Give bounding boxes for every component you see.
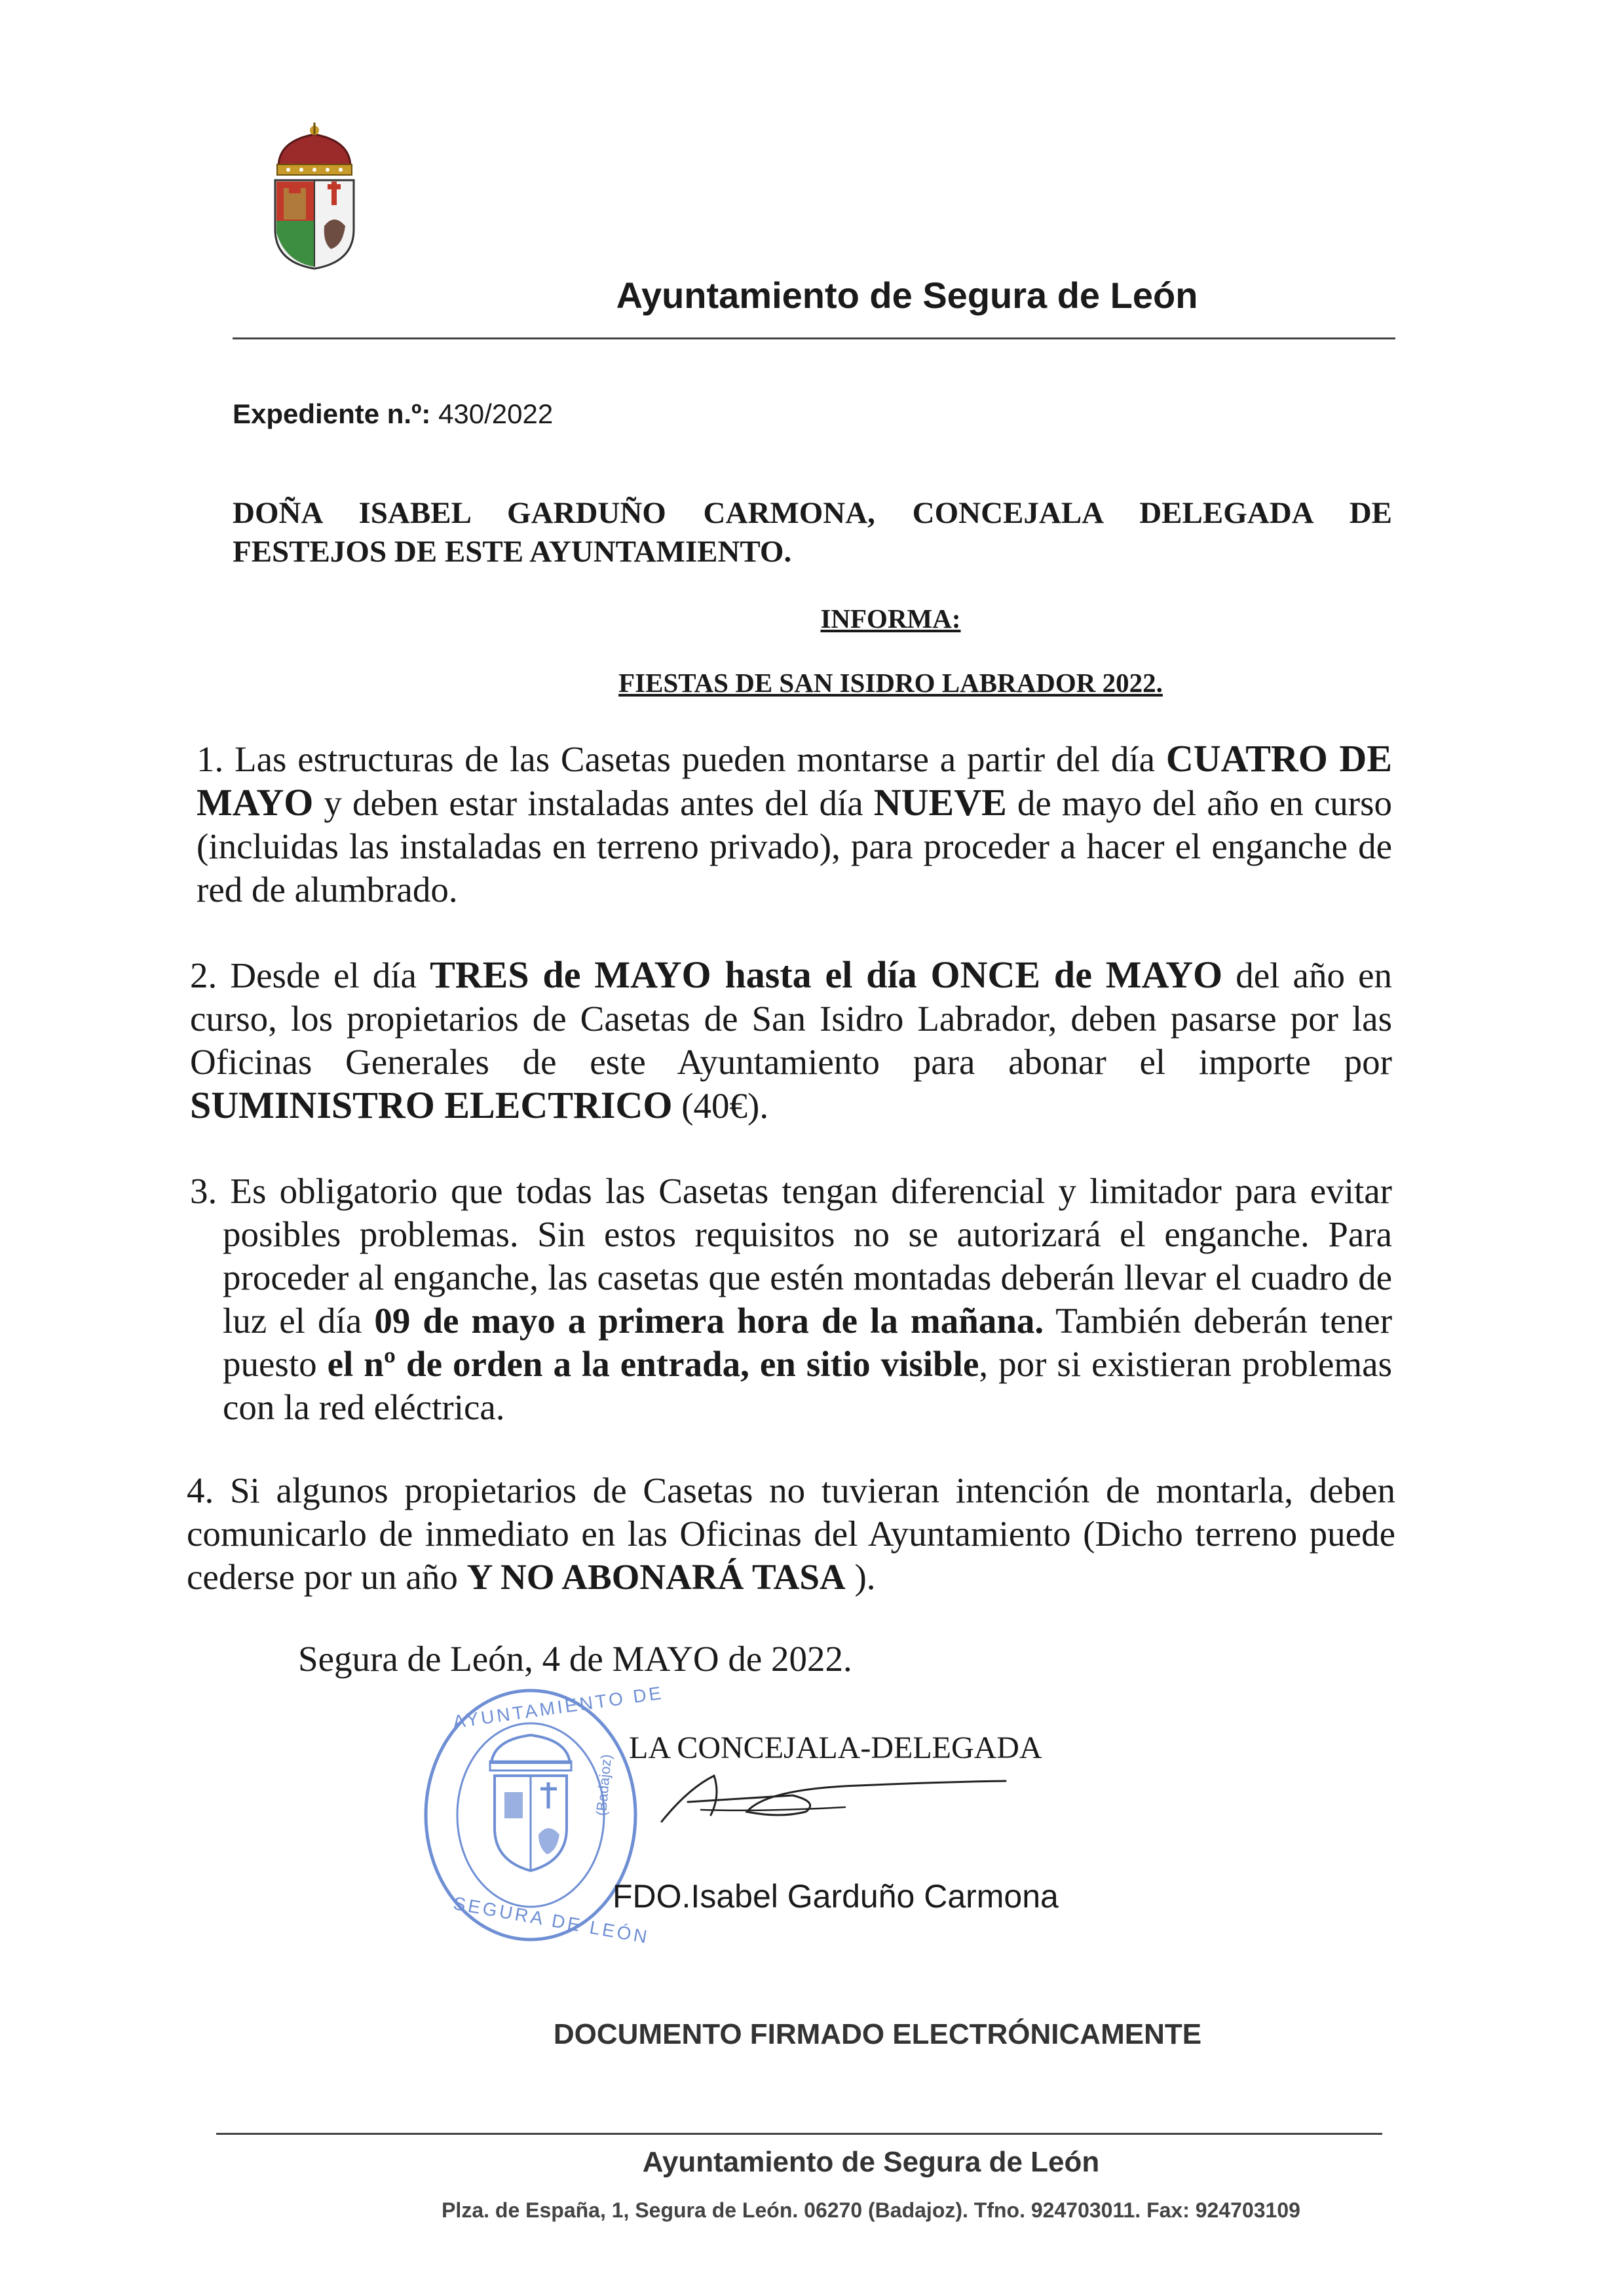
header-divider: [233, 337, 1395, 339]
item-emphasis: el nº de orden a la entrada, en sitio visible: [327, 1344, 979, 1384]
item-emphasis: Y NO ABONARÁ TASA: [466, 1557, 846, 1597]
list-item: [187, 1469, 1395, 1599]
signer-role: LA CONCEJALA-DELEGADA: [629, 1731, 1042, 1765]
list-item: [190, 953, 1392, 1128]
electronic-signature-notice: DOCUMENTO FIRMADO ELECTRÓNICAMENTE: [553, 2018, 1202, 2050]
seal-ring-top: AYUNTAMIENTO DE: [451, 1682, 665, 1732]
event-heading: FIESTAS DE SAN ISIDRO LABRADOR 2022.: [618, 668, 1163, 698]
item-emphasis: 09 de mayo a primera hora de la mañana.: [374, 1301, 1044, 1341]
addressee-line-1: DOÑA ISABEL GARDUÑO CARMONA, CONCEJALA DELEGADA DE: [233, 496, 1392, 530]
page-title: Ayuntamiento de Segura de León: [616, 275, 1198, 316]
footer-title: Ayuntamiento de Segura de León: [642, 2146, 1100, 2178]
item-text: del año en curso, los propietarios de Casetas de San Isidro Labrador, deben pasarse por las Oficinas Generales de este Ayuntamiento para abonar el importe por: [190, 955, 1393, 1082]
item-text: También deberán tener puesto: [223, 1301, 1393, 1384]
signer-name: FDO.Isabel Garduño Carmona: [613, 1878, 1059, 1915]
item-text: 3. Es obligatorio que todas las Casetas tengan diferencial y limitador para evitar posibles problemas. Sin estos requisitos no se autorizará el enganche. Para proceder al enganche, las casetas que estén montadas deberán llevar el cuadro de luz el día: [190, 1171, 1392, 1341]
seal-ring-bottom: SEGURA DE LEÓN: [451, 1892, 651, 1948]
footer-address: Plza. de España, 1, Segura de León. 06270 (Badajoz). Tfno. 924703011. Fax: 924703109: [442, 2198, 1300, 2222]
handwritten-signature-icon: [649, 1750, 1015, 1835]
place-and-date: Segura de León, 4 de MAYO de 2022.: [298, 1639, 852, 1679]
item-text: , por si existieran problemas con la red eléctrica.: [223, 1344, 1392, 1427]
item-emphasis: SUMINISTRO ELECTRICO: [190, 1084, 673, 1126]
informa-heading: INFORMA:: [820, 603, 961, 634]
item-text: 2. Desde el día: [190, 955, 430, 995]
item-text: y deben estar instaladas antes del día: [313, 783, 874, 823]
footer-divider: [216, 2133, 1382, 2135]
coat-of-arms-icon: [265, 121, 364, 272]
item-text: 1. Las estructuras de las Casetas pueden montarse a partir del día: [197, 739, 1166, 779]
item-text: 4. Si algunos propietarios de Casetas no tuvieran intención de montarla, deben comunicarlo de inmediato en las Oficinas del Ayuntamiento (Dicho terreno puede cederse por un año: [187, 1470, 1395, 1597]
item-emphasis: TRES de MAYO hasta el día ONCE de MAYO: [430, 953, 1223, 996]
addressee-line-2: FESTEJOS DE ESTE AYUNTAMIENTO.: [233, 535, 792, 569]
item-text: (40€).: [672, 1086, 769, 1126]
item-emphasis: NUEVE: [873, 781, 1007, 824]
item-text: ).: [845, 1557, 876, 1597]
seal-ring-right: (Badajoz): [593, 1753, 615, 1817]
list-item: [190, 1170, 1392, 1429]
file-number-value: 430/2022: [438, 398, 554, 429]
file-number: [233, 398, 553, 430]
file-number-label: Expediente n.º:: [233, 398, 431, 429]
item-text: de mayo del año en curso (incluidas las instaladas en terreno privado), para proceder a hacer el enganche de red de alumbrado.: [197, 783, 1392, 909]
item-emphasis: CUATRO DE MAYO: [197, 737, 1393, 824]
list-item: [197, 737, 1392, 911]
